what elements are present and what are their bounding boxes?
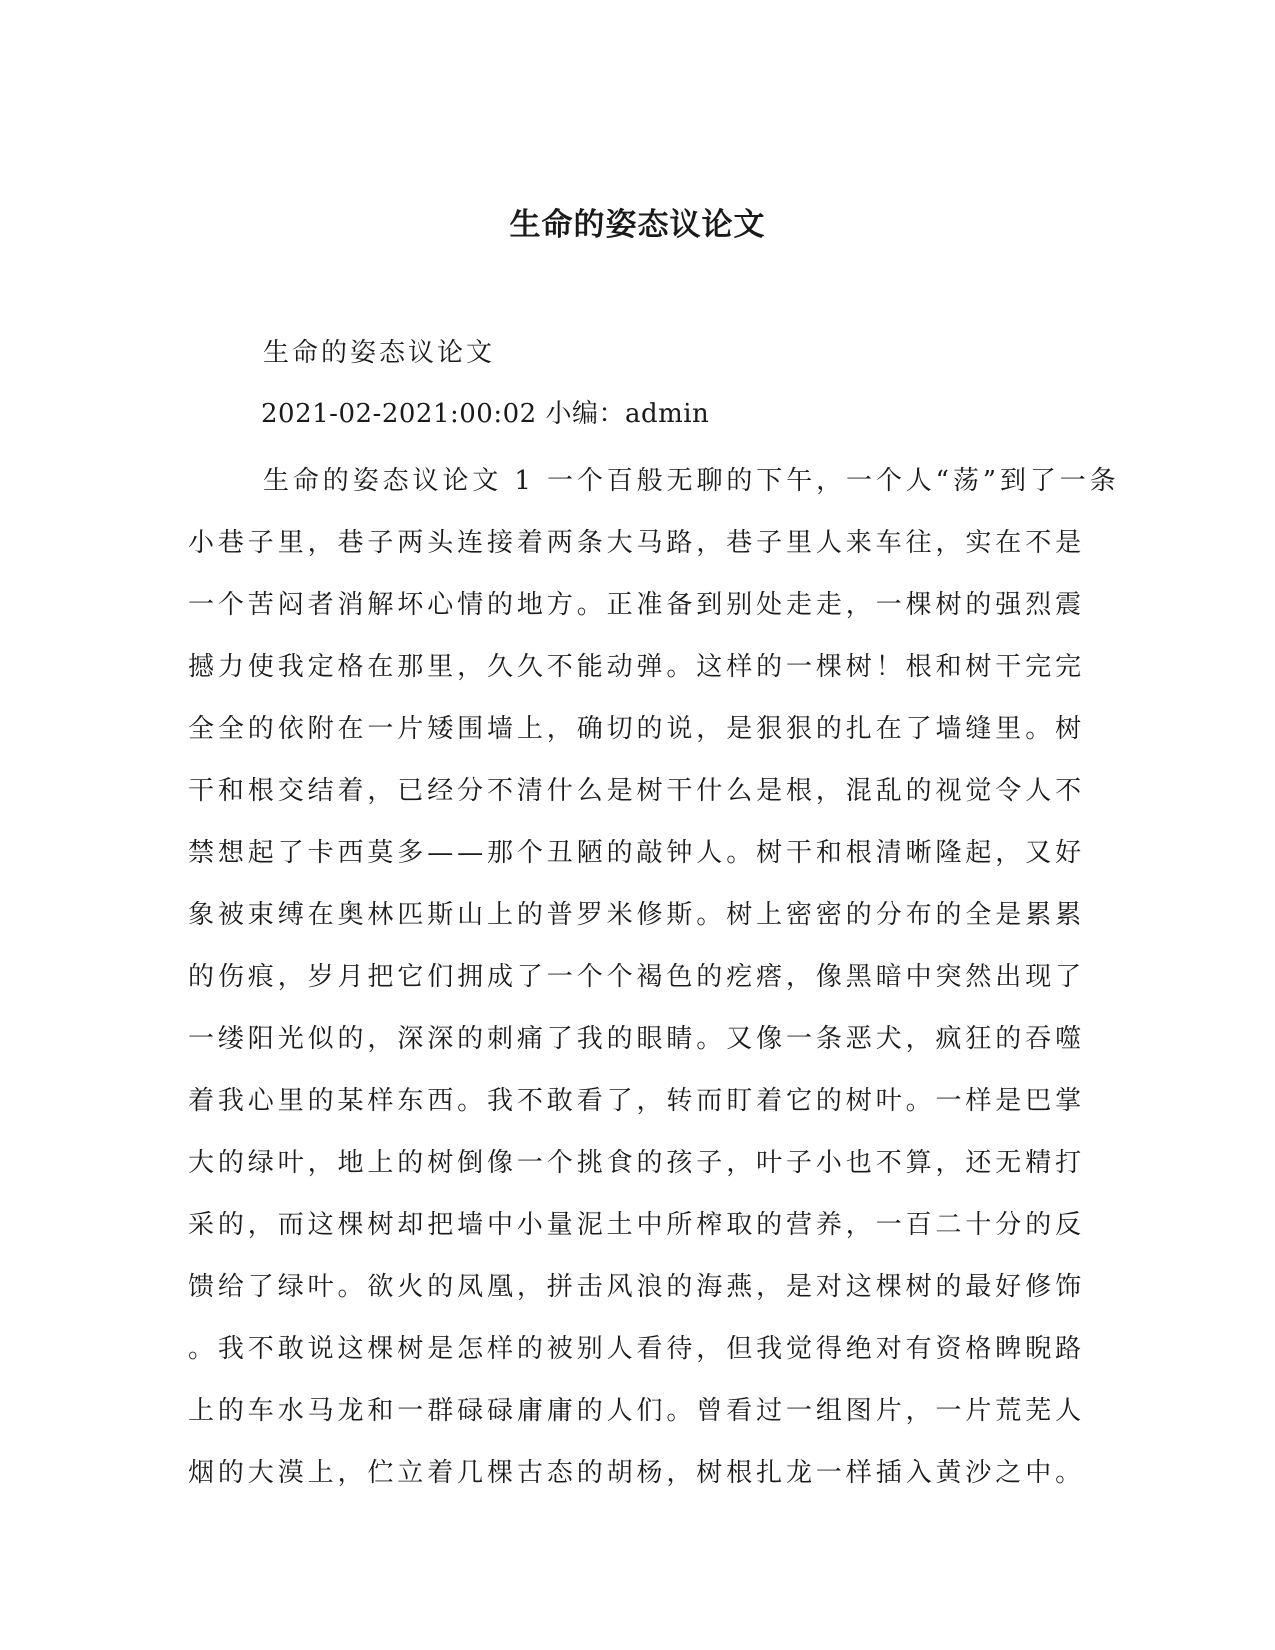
body-line: 禁想起了卡西莫多——那个丑陋的敲钟人。树干和根清晰隆起，又好 bbox=[188, 838, 1086, 868]
document-meta: 2021-02-2021:00:02 小编：admin bbox=[261, 399, 710, 429]
document-subtitle: 生命的姿态议论文 bbox=[263, 338, 496, 368]
body-line: 采的，而这棵树却把墙中小量泥土中所榨取的营养，一百二十分的反 bbox=[188, 1210, 1086, 1240]
body-line: 小巷子里，巷子两头连接着两条大马路，巷子里人来车往，实在不是 bbox=[188, 528, 1086, 558]
body-line: 馈给了绿叶。欲火的凤凰，拼击风浪的海燕，是对这棵树的最好修饰 bbox=[188, 1272, 1086, 1302]
body-line: 全全的依附在一片矮围墙上，确切的说，是狠狠的扎在了墙缝里。树 bbox=[188, 714, 1086, 744]
document-title: 生命的姿态议论文 bbox=[509, 207, 766, 243]
body-line: 一缕阳光似的，深深的刺痛了我的眼睛。又像一条恶犬，疯狂的吞噬 bbox=[188, 1024, 1086, 1054]
body-line: 干和根交结着，已经分不清什么是树干什么是根，混乱的视觉令人不 bbox=[188, 776, 1086, 806]
body-line: 撼力使我定格在那里，久久不能动弹。这样的一棵树！根和树干完完 bbox=[188, 652, 1086, 682]
document-body bbox=[188, 450, 1120, 1504]
body-line: 生命的姿态议论文 1 一个百般无聊的下午，一个人“荡”到了一条 bbox=[263, 466, 1120, 496]
body-line: 。我不敢说这棵树是怎样的被别人看待，但我觉得绝对有资格睥睨路 bbox=[188, 1334, 1086, 1364]
body-line: 烟的大漠上，伫立着几棵古态的胡杨，树根扎龙一样插入黄沙之中。 bbox=[188, 1458, 1086, 1488]
body-line: 着我心里的某样东西。我不敢看了，转而盯着它的树叶。一样是巴掌 bbox=[188, 1086, 1086, 1116]
body-line: 上的车水马龙和一群碌碌庸庸的人们。曾看过一组图片，一片荒芜人 bbox=[188, 1396, 1086, 1426]
body-line: 象被束缚在奥林匹斯山上的普罗米修斯。树上密密的分布的全是累累 bbox=[188, 900, 1086, 930]
body-line: 一个苦闷者消解坏心情的地方。正准备到别处走走，一棵树的强烈震 bbox=[188, 590, 1086, 620]
body-line: 的伤痕，岁月把它们拥成了一个个褐色的疙瘩，像黑暗中突然出现了 bbox=[188, 962, 1086, 992]
body-line: 大的绿叶，地上的树倒像一个挑食的孩子，叶子小也不算，还无精打 bbox=[188, 1148, 1086, 1178]
